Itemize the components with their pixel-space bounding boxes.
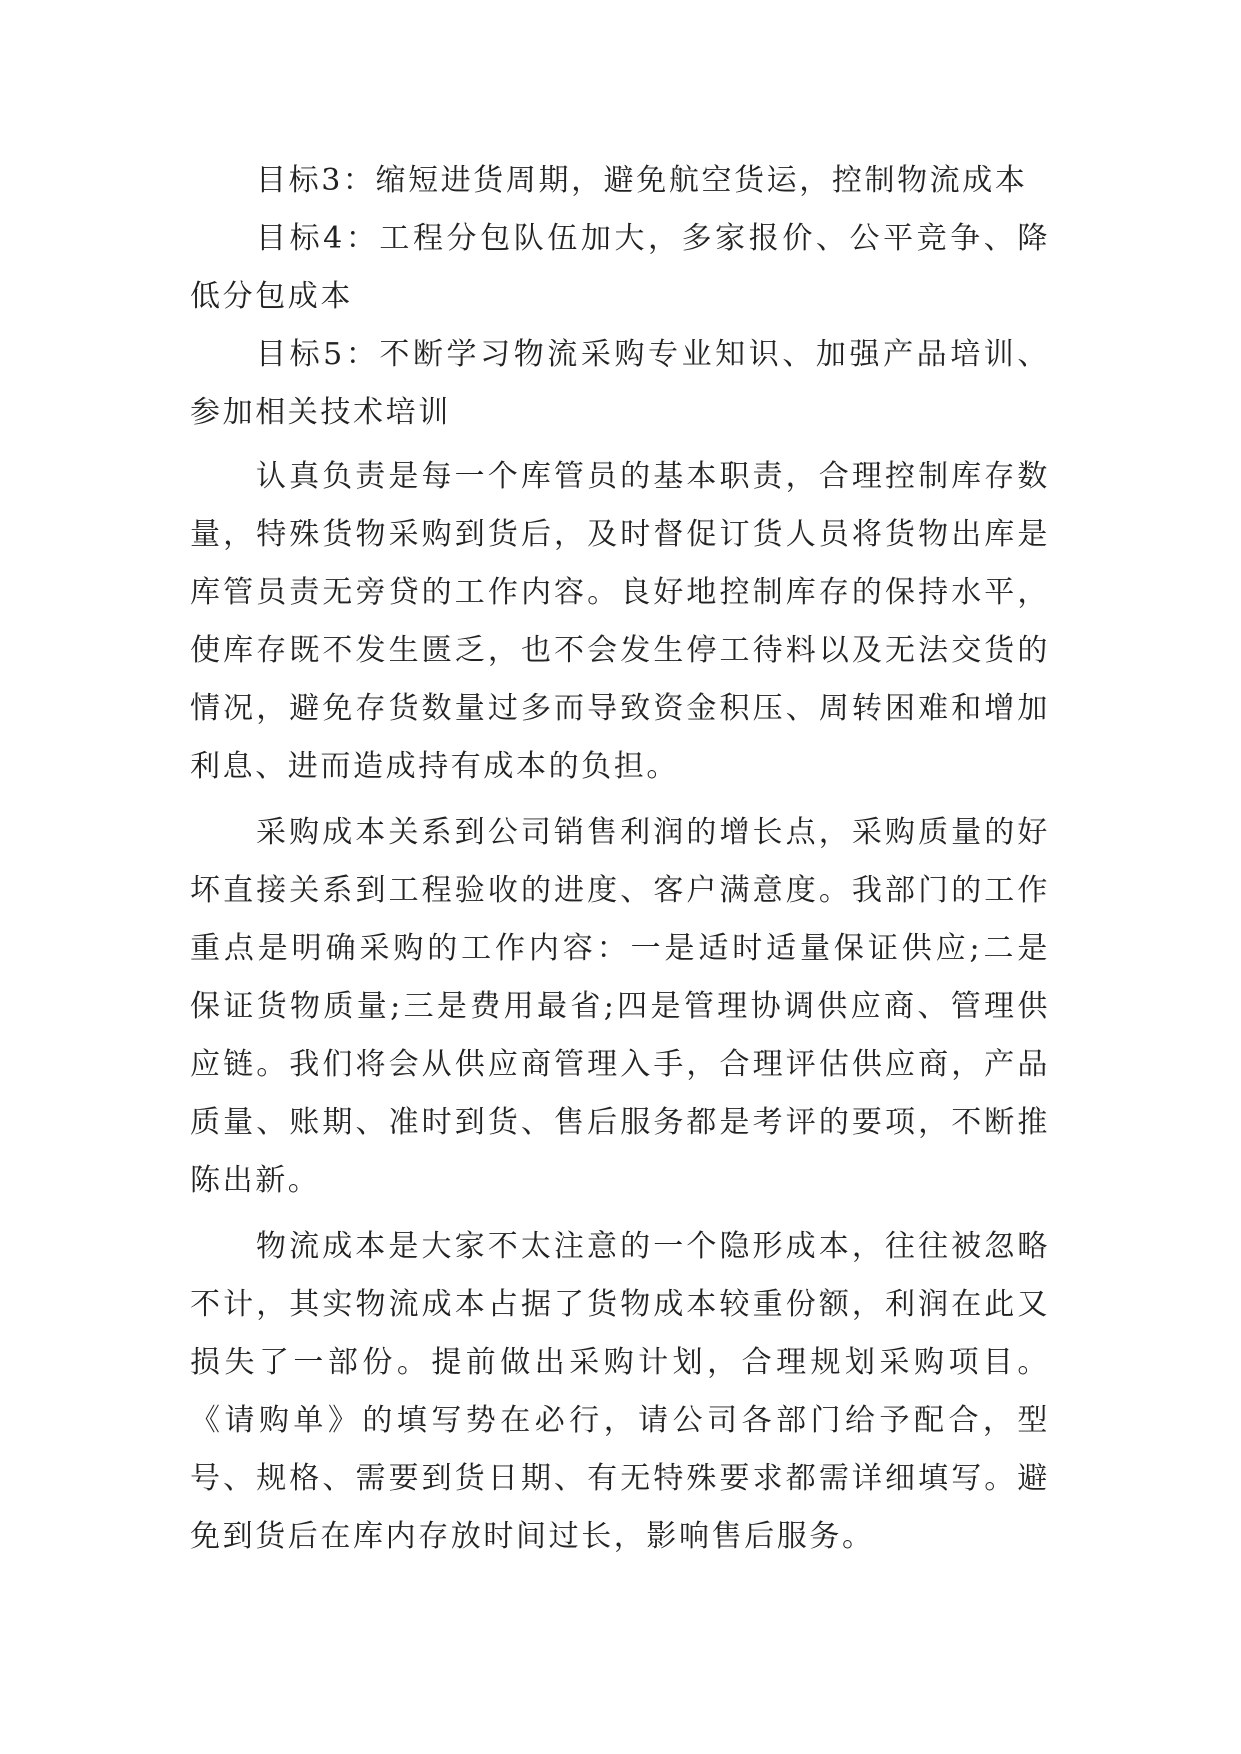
paragraph-inventory: 认真负责是每一个库管员的基本职责，合理控制库存数量，特殊货物采购到货后，及时督促订货人员将货物出库是库管员责无旁贷的工作内容。良好地控制库存的保持水平，使库存既不发生匮乏，也不会发生停工待料以及无法交货的情况，避免存货数量过多而导致资金积压、周转困难和增加利息、进而造成持有成本的负担。: [190, 459, 1050, 784]
paragraph-procurement: 采购成本关系到公司销售利润的增长点，采购质量的好坏直接关系到工程验收的进度、客户满意度。我部门的工作重点是明确采购的工作内容：一是适时适量保证供应;二是保证货物质量;三是费用最省;四是管理协调供应商、管理供应链。我们将会从供应商管理入手，合理评估供应商，产品质量、账期、准时到货、售后服务都是考评的要项，不断推陈出新。: [190, 815, 1050, 1198]
document-body: [190, 152, 1050, 1566]
paragraph-goal-5: 目标5：不断学习物流采购专业知识、加强产品培训、参加相关技术培训: [190, 337, 1050, 430]
paragraph-goal-4: 目标4：工程分包队伍加大，多家报价、公平竞争、降低分包成本: [190, 221, 1050, 314]
paragraph-goal-3: 目标3：缩短进货周期，避免航空货运，控制物流成本: [256, 163, 1028, 198]
paragraph-logistics: 物流成本是大家不太注意的一个隐形成本，往往被忽略不计，其实物流成本占据了货物成本较重份额，利润在此又损失了一部份。提前做出采购计划，合理规划采购项目。《请购单》的填写势在必行，请公司各部门给予配合，型号、规格、需要到货日期、有无特殊要求都需详细填写。避免到货后在库内存放时间过长，影响售后服务。: [190, 1229, 1050, 1554]
